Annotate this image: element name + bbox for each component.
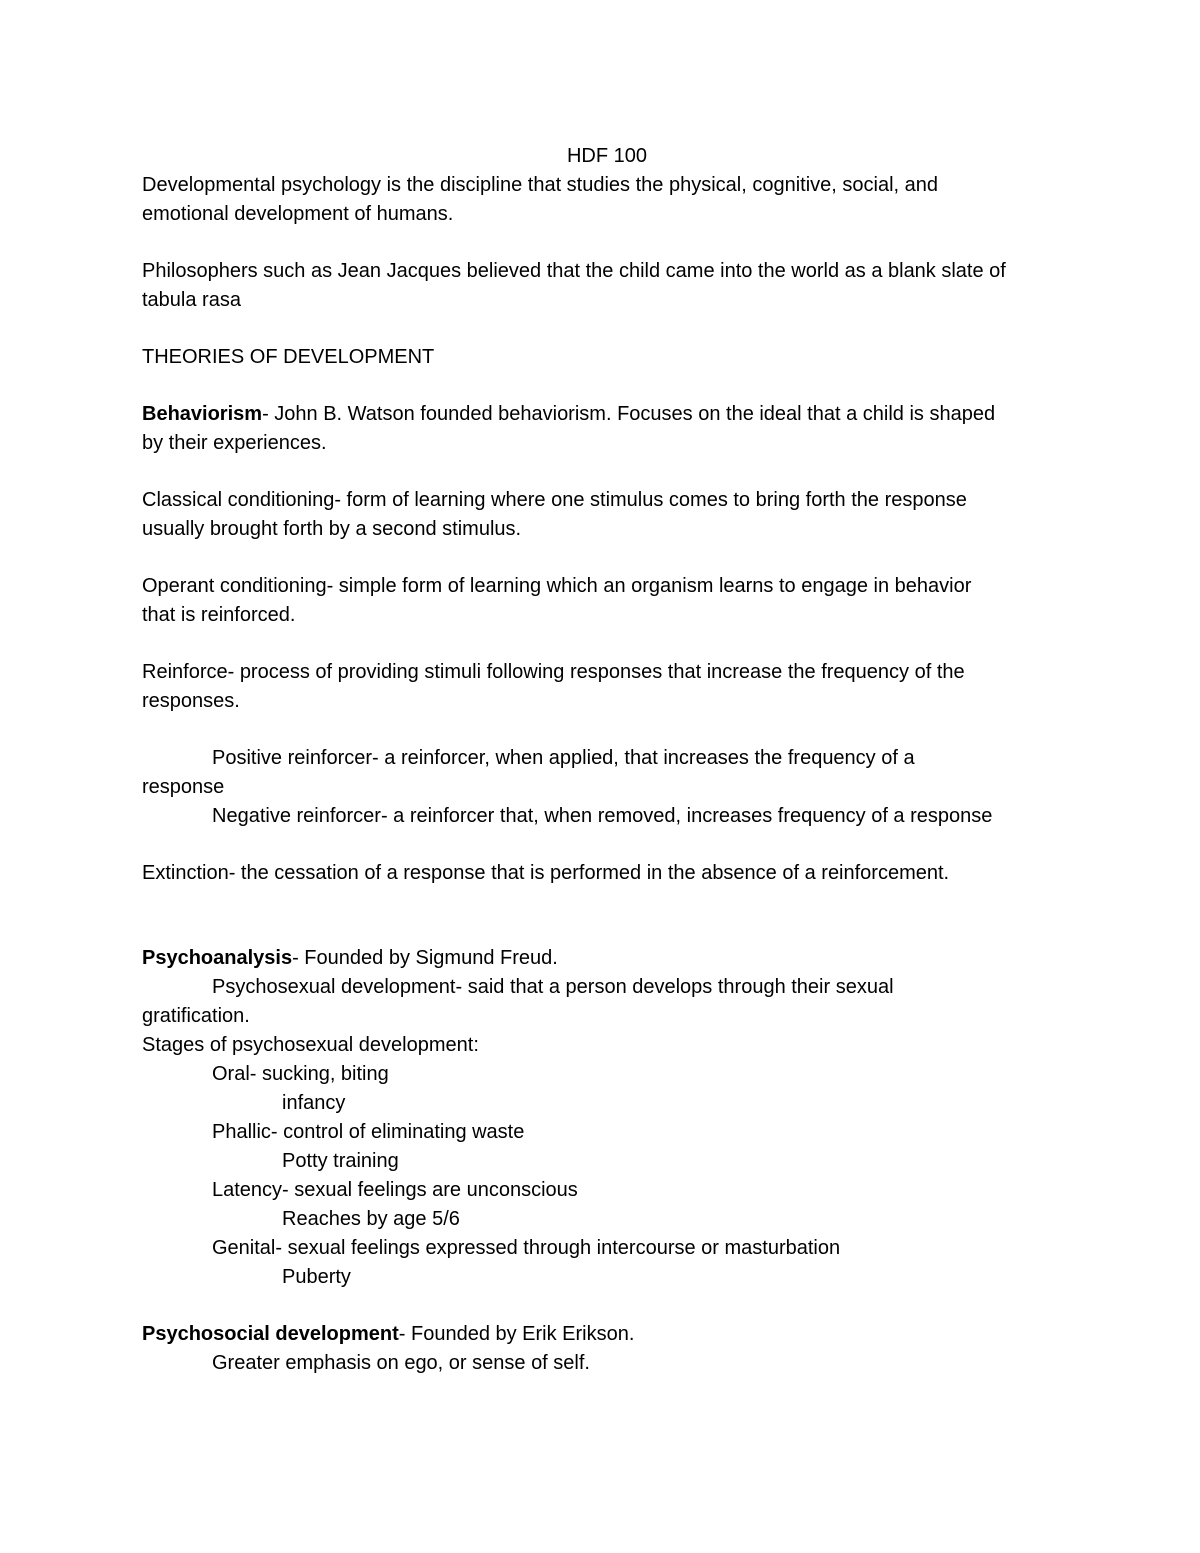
- reinforce-line-2: responses.: [142, 690, 240, 712]
- stage-oral: Oral- sucking, biting: [212, 1063, 389, 1085]
- document-title: HDF 100: [566, 145, 648, 167]
- positive-reinforcer-line-2: response: [142, 776, 225, 798]
- operant-line-1: Operant conditioning- simple form of learning which an organism learns to engage in behavior: [142, 575, 972, 597]
- stage-phallic-detail: Potty training: [282, 1150, 399, 1172]
- behaviorism-line-2: by their experiences.: [142, 432, 327, 454]
- behaviorism-line-1: [142, 400, 1072, 429]
- behaviorism-definition: - John B. Watson founded behaviorism. Focuses on the ideal that a child is shaped: [262, 403, 996, 425]
- behaviorism-term: Behaviorism: [142, 403, 263, 425]
- intro-line-2: emotional development of humans.: [142, 203, 454, 225]
- psychosocial-line: [142, 1320, 1072, 1349]
- psychoanalysis-definition: - Founded by Sigmund Freud.: [292, 947, 558, 969]
- operant-line-2: that is reinforced.: [142, 604, 296, 626]
- psychosocial-term: Psychosocial development: [142, 1323, 399, 1345]
- stage-latency: Latency- sexual feelings are unconscious: [212, 1179, 578, 1201]
- stage-phallic: Phallic- control of eliminating waste: [212, 1121, 525, 1143]
- stage-genital-detail: Puberty: [282, 1266, 351, 1288]
- philosophers-line-1: Philosophers such as Jean Jacques believed that the child came into the world as a blank slate of: [142, 260, 1006, 282]
- psychoanalysis-line: [142, 944, 1072, 973]
- classical-line-2: usually brought forth by a second stimulus.: [142, 518, 522, 540]
- stage-oral-detail: infancy: [282, 1092, 346, 1114]
- philosophers-line-2: tabula rasa: [142, 289, 241, 311]
- extinction: Extinction- the cessation of a response that is performed in the absence of a reinforcement.: [142, 862, 950, 884]
- intro-line-1: Developmental psychology is the discipline that studies the physical, cognitive, social, and: [142, 174, 938, 196]
- reinforce-line-1: Reinforce- process of providing stimuli following responses that increase the frequency of the: [142, 661, 965, 683]
- document-body: [142, 142, 1072, 1378]
- stages-heading: Stages of psychosexual development:: [142, 1034, 479, 1056]
- psychosexual-line-1: Psychosexual development- said that a person develops through their sexual: [212, 976, 894, 998]
- theories-heading: THEORIES OF DEVELOPMENT: [142, 346, 435, 368]
- stage-latency-detail: Reaches by age 5/6: [282, 1208, 460, 1230]
- psychosexual-line-2: gratification.: [142, 1005, 250, 1027]
- psychoanalysis-term: Psychoanalysis: [142, 947, 293, 969]
- negative-reinforcer: Negative reinforcer- a reinforcer that, when removed, increases frequency of a response: [212, 805, 993, 827]
- psychosocial-line-2: Greater emphasis on ego, or sense of self.: [212, 1352, 590, 1374]
- classical-line-1: Classical conditioning- form of learning where one stimulus comes to bring forth the response: [142, 489, 967, 511]
- psychosocial-definition: - Founded by Erik Erikson.: [398, 1323, 635, 1345]
- stage-genital: Genital- sexual feelings expressed through intercourse or masturbation: [212, 1237, 841, 1259]
- positive-reinforcer-line-1: Positive reinforcer- a reinforcer, when applied, that increases the frequency of a: [212, 747, 915, 769]
